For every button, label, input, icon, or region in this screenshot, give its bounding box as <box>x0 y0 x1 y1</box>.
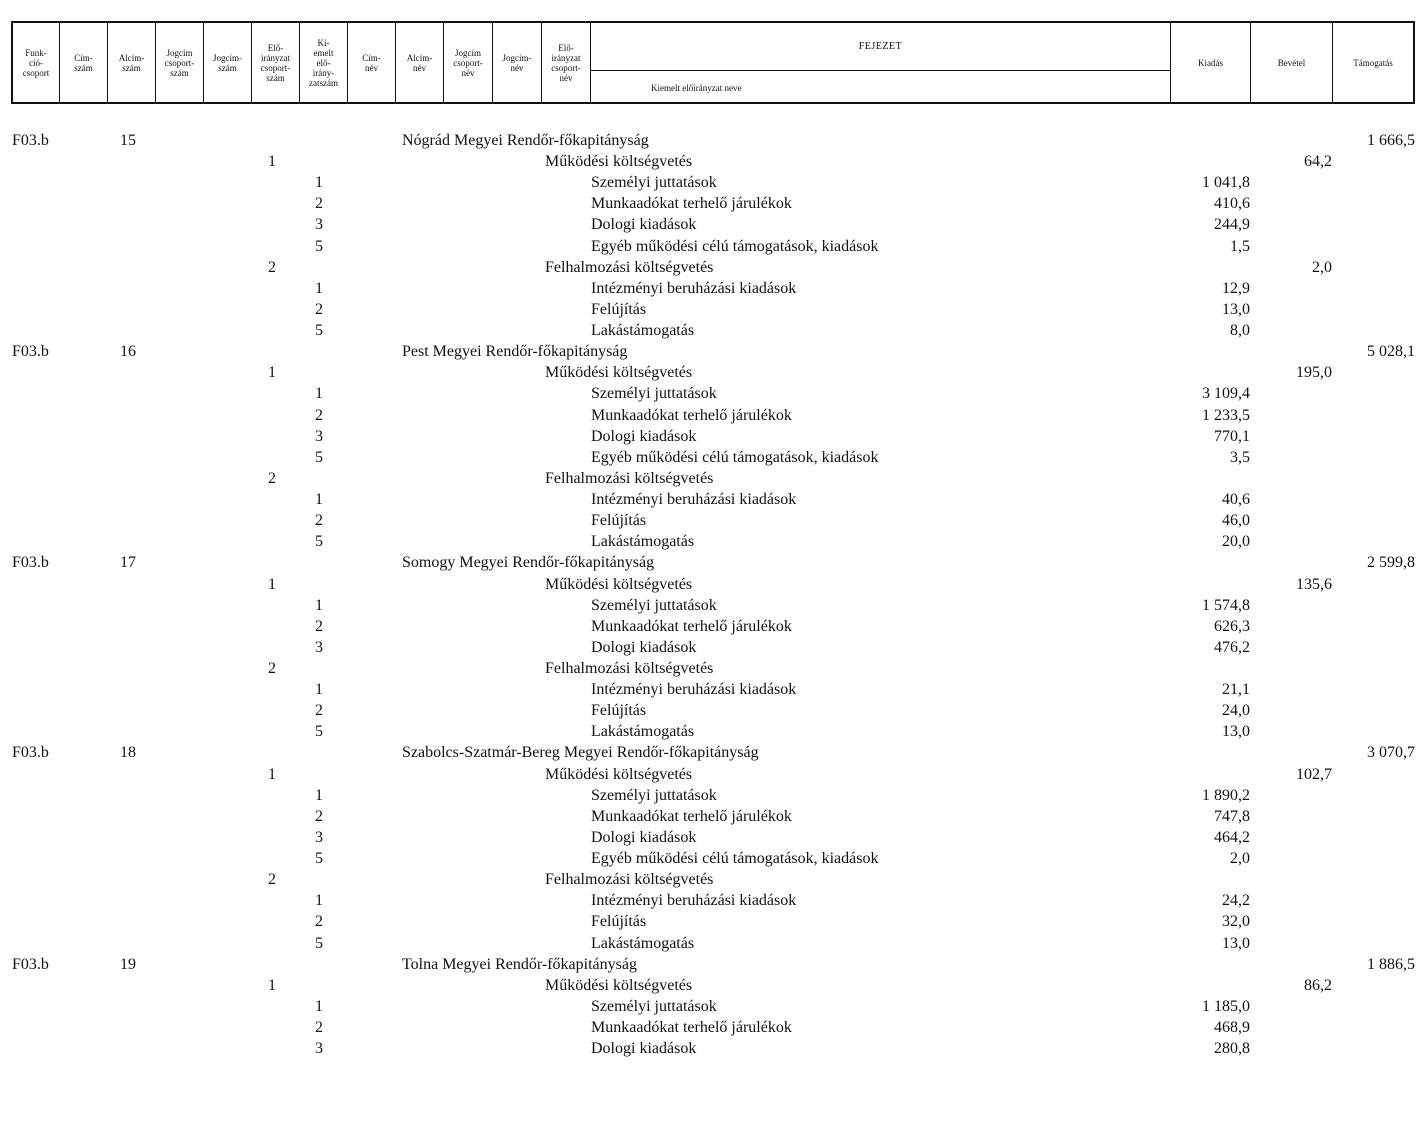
jogcim-csoport-szam-cell: 1 <box>315 279 323 297</box>
table-row <box>0 383 1423 404</box>
jogcim-csoport-szam-cell: 3 <box>315 216 323 234</box>
jogcim-csoport-nev-cell: Egyéb működési célú támogatások, kiadások <box>591 448 879 466</box>
kiadas-cell: 1 233,5 <box>1202 406 1250 424</box>
table-row <box>0 278 1423 299</box>
kiadas-cell: 40,6 <box>1222 491 1250 509</box>
funkcio-csoport-cell: F03.b <box>12 744 49 762</box>
tamogatas-cell: 1 886,5 <box>1367 955 1415 973</box>
header-funkcio-csoport: Funk- ció- csoport <box>13 23 60 102</box>
bevetel-cell: 64,2 <box>1304 153 1332 171</box>
alcim-nev-cell: Működési költségvetés <box>545 765 693 783</box>
header-fejezet: FEJEZET <box>591 23 1171 71</box>
table-header <box>11 21 1415 104</box>
kiadas-cell: 1 574,8 <box>1202 596 1250 614</box>
table-row <box>0 933 1423 954</box>
cim-nev-cell: Nógrád Megyei Rendőr-főkapitányság <box>402 132 649 149</box>
kiadas-cell: 12,9 <box>1222 279 1250 297</box>
header-bevetel: Bevétel <box>1251 23 1333 102</box>
kiadas-cell: 8,0 <box>1230 322 1250 340</box>
alcim-nev-cell: Felhalmozási költségvetés <box>545 660 714 677</box>
table-row <box>0 616 1423 637</box>
alcim-szam-cell: 1 <box>268 153 276 171</box>
table-row <box>0 468 1423 489</box>
table-row <box>0 172 1423 193</box>
header-jogcim-nev: Jogcím- név <box>493 23 542 102</box>
alcim-nev-cell: Működési költségvetés <box>545 153 693 171</box>
table-row <box>0 679 1423 700</box>
table-row <box>0 236 1423 257</box>
alcim-nev-cell: Felhalmozási költségvetés <box>545 469 714 487</box>
jogcim-csoport-nev-cell: Felújítás <box>591 702 647 720</box>
table-row <box>0 637 1423 658</box>
jogcim-csoport-nev-cell: Dologi kiadások <box>591 828 697 846</box>
jogcim-csoport-nev-cell: Lakástámogatás <box>591 934 695 952</box>
table-row <box>0 658 1423 679</box>
jogcim-csoport-szam-cell: 2 <box>315 300 323 318</box>
tamogatas-cell: 5 028,1 <box>1367 343 1415 361</box>
tamogatas-cell: 1 666,5 <box>1367 132 1415 149</box>
table-row <box>0 341 1423 362</box>
bevetel-cell: 2,0 <box>1312 258 1332 276</box>
table-row <box>0 552 1423 573</box>
jogcim-csoport-szam-cell: 5 <box>315 533 323 551</box>
cim-nev-cell: Szabolcs-Szatmár-Bereg Megyei Rendőr-főkapitányság <box>402 744 759 762</box>
cim-szam-cell: 16 <box>120 343 136 361</box>
jogcim-csoport-nev-cell: Egyéb működési célú támogatások, kiadások <box>591 237 879 255</box>
table-row <box>0 405 1423 426</box>
kiadas-cell: 1,5 <box>1230 237 1250 255</box>
jogcim-csoport-nev-cell: Személyi juttatások <box>591 997 717 1015</box>
table-row <box>0 869 1423 890</box>
header-eloiranyzat-csoport-szam: Elő- irányzat csoport- szám <box>252 23 300 102</box>
jogcim-csoport-nev-cell: Lakástámogatás <box>591 723 695 741</box>
alcim-szam-cell: 1 <box>268 976 276 994</box>
funkcio-csoport-cell: F03.b <box>12 955 49 973</box>
table-row <box>0 130 1423 151</box>
jogcim-csoport-nev-cell: Lakástámogatás <box>591 322 695 340</box>
table-row <box>0 764 1423 785</box>
kiadas-cell: 2,0 <box>1230 850 1250 868</box>
jogcim-csoport-nev-cell: Személyi juttatások <box>591 385 717 403</box>
jogcim-csoport-szam-cell: 2 <box>315 406 323 424</box>
header-cim-nev: Cím- név <box>348 23 396 102</box>
tamogatas-cell: 3 070,7 <box>1367 744 1415 762</box>
kiadas-cell: 244,9 <box>1214 216 1250 234</box>
jogcim-csoport-nev-cell: Intézményi beruházási kiadások <box>591 681 797 699</box>
table-row <box>0 531 1423 552</box>
table-row <box>0 214 1423 235</box>
table-row <box>0 257 1423 278</box>
kiadas-cell: 46,0 <box>1222 512 1250 530</box>
jogcim-csoport-nev-cell: Felújítás <box>591 512 647 530</box>
table-row <box>0 151 1423 172</box>
table-row <box>0 890 1423 911</box>
table-row <box>0 996 1423 1017</box>
header-jogcim-csoport-nev: Jogcím csoport- név <box>444 23 493 102</box>
table-row <box>0 742 1423 763</box>
alcim-nev-cell: Működési költségvetés <box>545 976 693 994</box>
jogcim-csoport-nev-cell: Dologi kiadások <box>591 638 697 656</box>
jogcim-csoport-szam-cell: 5 <box>315 723 323 741</box>
table-row <box>0 1038 1423 1059</box>
jogcim-csoport-nev-cell: Felújítás <box>591 300 647 318</box>
kiadas-cell: 1 890,2 <box>1202 786 1250 804</box>
header-eloiranyzat-csoport-nev: Elő- irányzat csoport- név <box>542 23 591 102</box>
alcim-szam-cell: 2 <box>268 469 276 487</box>
jogcim-csoport-nev-cell: Munkaadókat terhelő járulékok <box>591 195 792 213</box>
table-row <box>0 975 1423 996</box>
table-row <box>0 721 1423 742</box>
jogcim-csoport-szam-cell: 5 <box>315 237 323 255</box>
cim-szam-cell: 17 <box>120 554 136 572</box>
jogcim-csoport-szam-cell: 2 <box>315 195 323 213</box>
table-row <box>0 299 1423 320</box>
header-cim-szam: Cím- szám <box>60 23 108 102</box>
jogcim-csoport-szam-cell: 1 <box>315 385 323 403</box>
jogcim-csoport-szam-cell: 5 <box>315 448 323 466</box>
jogcim-csoport-nev-cell: Egyéb működési célú támogatások, kiadások <box>591 850 879 868</box>
kiadas-cell: 476,2 <box>1214 638 1250 656</box>
jogcim-csoport-nev-cell: Intézményi beruházási kiadások <box>591 892 797 910</box>
jogcim-csoport-nev-cell: Munkaadókat terhelő járulékok <box>591 807 792 825</box>
kiadas-cell: 770,1 <box>1214 427 1250 445</box>
jogcim-csoport-szam-cell: 5 <box>315 934 323 952</box>
kiadas-cell: 20,0 <box>1222 533 1250 551</box>
kiadas-cell: 3,5 <box>1230 448 1250 466</box>
table-row <box>0 510 1423 531</box>
kiadas-cell: 24,2 <box>1222 892 1250 910</box>
kiadas-cell: 468,9 <box>1214 1019 1250 1037</box>
kiadas-cell: 464,2 <box>1214 828 1250 846</box>
header-jogcim-csoport-szam: Jogcím csoport- szám <box>156 23 204 102</box>
jogcim-csoport-szam-cell: 1 <box>315 596 323 614</box>
header-kiemelt-eloiranyzat-neve: Kiemelt előirányzat neve <box>591 71 1171 102</box>
table-row <box>0 785 1423 806</box>
alcim-nev-cell: Működési költségvetés <box>545 575 693 593</box>
kiadas-cell: 1 185,0 <box>1202 997 1250 1015</box>
jogcim-csoport-nev-cell: Munkaadókat terhelő járulékok <box>591 1019 792 1037</box>
jogcim-csoport-nev-cell: Intézményi beruházási kiadások <box>591 279 797 297</box>
alcim-szam-cell: 1 <box>268 575 276 593</box>
jogcim-csoport-szam-cell: 1 <box>315 997 323 1015</box>
alcim-szam-cell: 2 <box>268 871 276 889</box>
bevetel-cell: 135,6 <box>1296 575 1332 593</box>
table-row <box>0 911 1423 932</box>
alcim-szam-cell: 2 <box>268 660 276 677</box>
cim-szam-cell: 19 <box>120 955 136 973</box>
jogcim-csoport-nev-cell: Dologi kiadások <box>591 216 697 234</box>
table-row <box>0 447 1423 468</box>
jogcim-csoport-nev-cell: Lakástámogatás <box>591 533 695 551</box>
table-row <box>0 806 1423 827</box>
tamogatas-cell: 2 599,8 <box>1367 554 1415 572</box>
table-row <box>0 193 1423 214</box>
bevetel-cell: 86,2 <box>1304 976 1332 994</box>
table-row <box>0 362 1423 383</box>
jogcim-csoport-szam-cell: 5 <box>315 322 323 340</box>
kiadas-cell: 410,6 <box>1214 195 1250 213</box>
jogcim-csoport-nev-cell: Dologi kiadások <box>591 1040 697 1058</box>
header-kiadas: Kiadás <box>1171 23 1251 102</box>
kiadas-cell: 1 041,8 <box>1202 174 1250 192</box>
jogcim-csoport-nev-cell: Személyi juttatások <box>591 174 717 192</box>
kiadas-cell: 13,0 <box>1222 723 1250 741</box>
kiadas-cell: 32,0 <box>1222 913 1250 931</box>
table-row <box>0 1017 1423 1038</box>
jogcim-csoport-nev-cell: Munkaadókat terhelő járulékok <box>591 617 792 635</box>
kiadas-cell: 24,0 <box>1222 702 1250 720</box>
jogcim-csoport-szam-cell: 2 <box>315 702 323 720</box>
funkcio-csoport-cell: F03.b <box>12 343 49 361</box>
jogcim-csoport-szam-cell: 1 <box>315 491 323 509</box>
jogcim-csoport-szam-cell: 1 <box>315 786 323 804</box>
jogcim-csoport-szam-cell: 3 <box>315 1040 323 1058</box>
table-row <box>0 595 1423 616</box>
kiadas-cell: 280,8 <box>1214 1040 1250 1058</box>
cim-nev-cell: Pest Megyei Rendőr-főkapitányság <box>402 343 628 361</box>
header-kiemelt-eloiranyzat-szam: Ki- emelt elő- irány- zatszám <box>300 23 348 102</box>
jogcim-csoport-szam-cell: 2 <box>315 807 323 825</box>
jogcim-csoport-szam-cell: 1 <box>315 681 323 699</box>
table-row <box>0 320 1423 341</box>
alcim-nev-cell: Működési költségvetés <box>545 364 693 382</box>
table-row <box>0 827 1423 848</box>
header-jogcim-szam: Jogcím- szám <box>204 23 252 102</box>
jogcim-csoport-nev-cell: Személyi juttatások <box>591 786 717 804</box>
cim-nev-cell: Somogy Megyei Rendőr-főkapitányság <box>402 554 655 572</box>
jogcim-csoport-szam-cell: 1 <box>315 892 323 910</box>
alcim-nev-cell: Felhalmozási költségvetés <box>545 871 714 889</box>
table-row <box>0 700 1423 721</box>
jogcim-csoport-szam-cell: 2 <box>315 512 323 530</box>
jogcim-csoport-szam-cell: 3 <box>315 427 323 445</box>
jogcim-csoport-szam-cell: 3 <box>315 638 323 656</box>
cim-szam-cell: 15 <box>120 132 136 149</box>
bevetel-cell: 102,7 <box>1296 765 1332 783</box>
jogcim-csoport-nev-cell: Dologi kiadások <box>591 427 697 445</box>
jogcim-csoport-szam-cell: 2 <box>315 913 323 931</box>
table-row <box>0 574 1423 595</box>
alcim-nev-cell: Felhalmozási költségvetés <box>545 258 714 276</box>
header-alcim-szam: Alcím- szám <box>108 23 156 102</box>
table-row <box>0 848 1423 869</box>
kiadas-cell: 13,0 <box>1222 934 1250 952</box>
funkcio-csoport-cell: F03.b <box>12 554 49 572</box>
jogcim-csoport-szam-cell: 2 <box>315 617 323 635</box>
cim-nev-cell: Tolna Megyei Rendőr-főkapitányság <box>402 955 637 973</box>
header-alcim-nev: Alcím- név <box>396 23 444 102</box>
cim-szam-cell: 18 <box>120 744 136 762</box>
kiadas-cell: 747,8 <box>1214 807 1250 825</box>
jogcim-csoport-szam-cell: 3 <box>315 828 323 846</box>
header-tamogatas: Támogatás <box>1353 57 1393 68</box>
jogcim-csoport-szam-cell: 2 <box>315 1019 323 1037</box>
table-row <box>0 954 1423 975</box>
table-row <box>0 489 1423 510</box>
jogcim-csoport-nev-cell: Felújítás <box>591 913 647 931</box>
jogcim-csoport-szam-cell: 5 <box>315 850 323 868</box>
table-row <box>0 426 1423 447</box>
bevetel-cell: 195,0 <box>1296 364 1332 382</box>
jogcim-csoport-nev-cell: Intézményi beruházási kiadások <box>591 491 797 509</box>
alcim-szam-cell: 1 <box>268 364 276 382</box>
alcim-szam-cell: 1 <box>268 765 276 783</box>
kiadas-cell: 3 109,4 <box>1202 385 1250 403</box>
jogcim-csoport-szam-cell: 1 <box>315 174 323 192</box>
funkcio-csoport-cell: F03.b <box>12 132 49 149</box>
kiadas-cell: 13,0 <box>1222 300 1250 318</box>
jogcim-csoport-nev-cell: Munkaadókat terhelő járulékok <box>591 406 792 424</box>
kiadas-cell: 626,3 <box>1214 617 1250 635</box>
jogcim-csoport-nev-cell: Személyi juttatások <box>591 596 717 614</box>
alcim-szam-cell: 2 <box>268 258 276 276</box>
kiadas-cell: 21,1 <box>1222 681 1250 699</box>
